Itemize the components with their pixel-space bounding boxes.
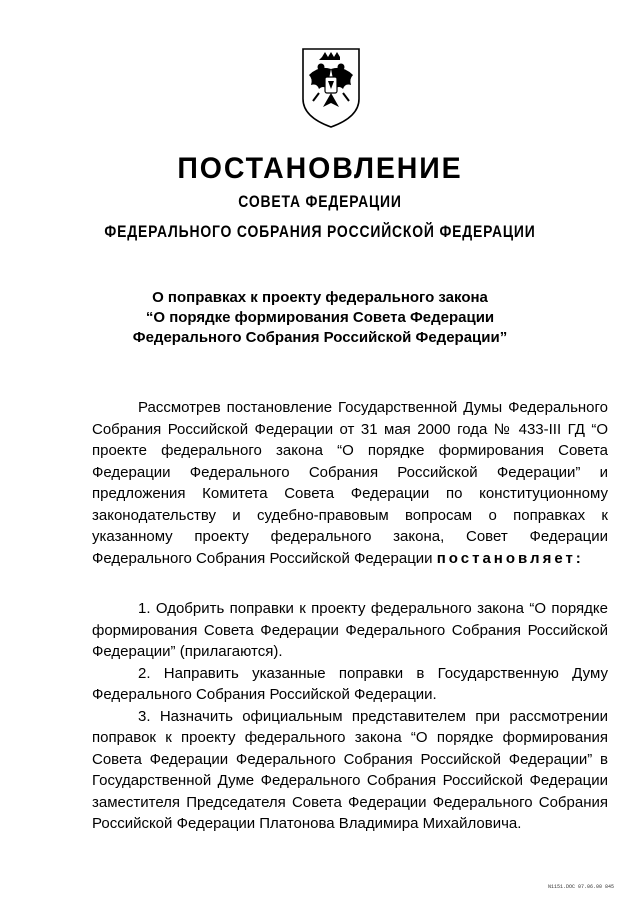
preamble-paragraph bbox=[92, 397, 608, 569]
list-item: 2. Направить указанные поправки в Государственную Думу Федерального Собрания Российской Федерации. bbox=[92, 664, 608, 703]
document-subtitle-line2: ФЕДЕРАЛЬНОГО СОБРАНИЯ РОССИЙСКОЙ ФЕДЕРАЦИИ bbox=[104, 222, 536, 241]
document-title: ПОСТАНОВЛЕНИЕ bbox=[177, 152, 463, 185]
resolution-heading bbox=[0, 288, 640, 348]
document-subtitle-line1: СОВЕТА ФЕДЕРАЦИИ bbox=[238, 192, 402, 211]
resolution-items bbox=[92, 598, 608, 835]
document-footer-code: N1151.DOC 07.06.00 845 bbox=[547, 884, 614, 890]
preamble-text: Рассмотрев постановление Государственной Думы Федерального Собрания Российской Федерации от 31 мая 2000 года № 433-III ГД “О проекте федерального закона “О порядке формирования Совета Федерации Федерального Собрания Российской Федерации” и предложения Комитета Совета Федерации по конституционному законодательству и судебно-правовым вопросам о поправках к указанному проекту федерального закона, Совет Федерации Федерального Собрания Российской Федерации bbox=[92, 399, 608, 567]
decree-word: постановляет: bbox=[436, 549, 584, 567]
heading-line-1: О поправках к проекту федерального закона bbox=[152, 289, 488, 306]
coat-of-arms-icon bbox=[299, 45, 363, 129]
heading-line-2: “О порядке формирования Совета Федерации bbox=[145, 309, 495, 326]
list-item: 1. Одобрить поправки к проекту федерального закона “О порядке формирования Совета Федерации Федерального Собрания Российской Федерации” (прилагаются). bbox=[92, 600, 608, 660]
heading-line-3: Федерального Собрания Российской Федерации” bbox=[132, 329, 508, 346]
list-item: 3. Назначить официальным представителем при рассмотрении поправок к проекту федерального закона “О порядке формирования Совета Федерации Федерального Собрания Российской Федерации” в Государственной Думе Федерального Собрания Российской Федерации заместителя Председателя Совета Федерации Федерального Собрания Российской Федерации Платонова Владимира Михайловича. bbox=[92, 707, 608, 832]
preamble bbox=[92, 397, 608, 569]
